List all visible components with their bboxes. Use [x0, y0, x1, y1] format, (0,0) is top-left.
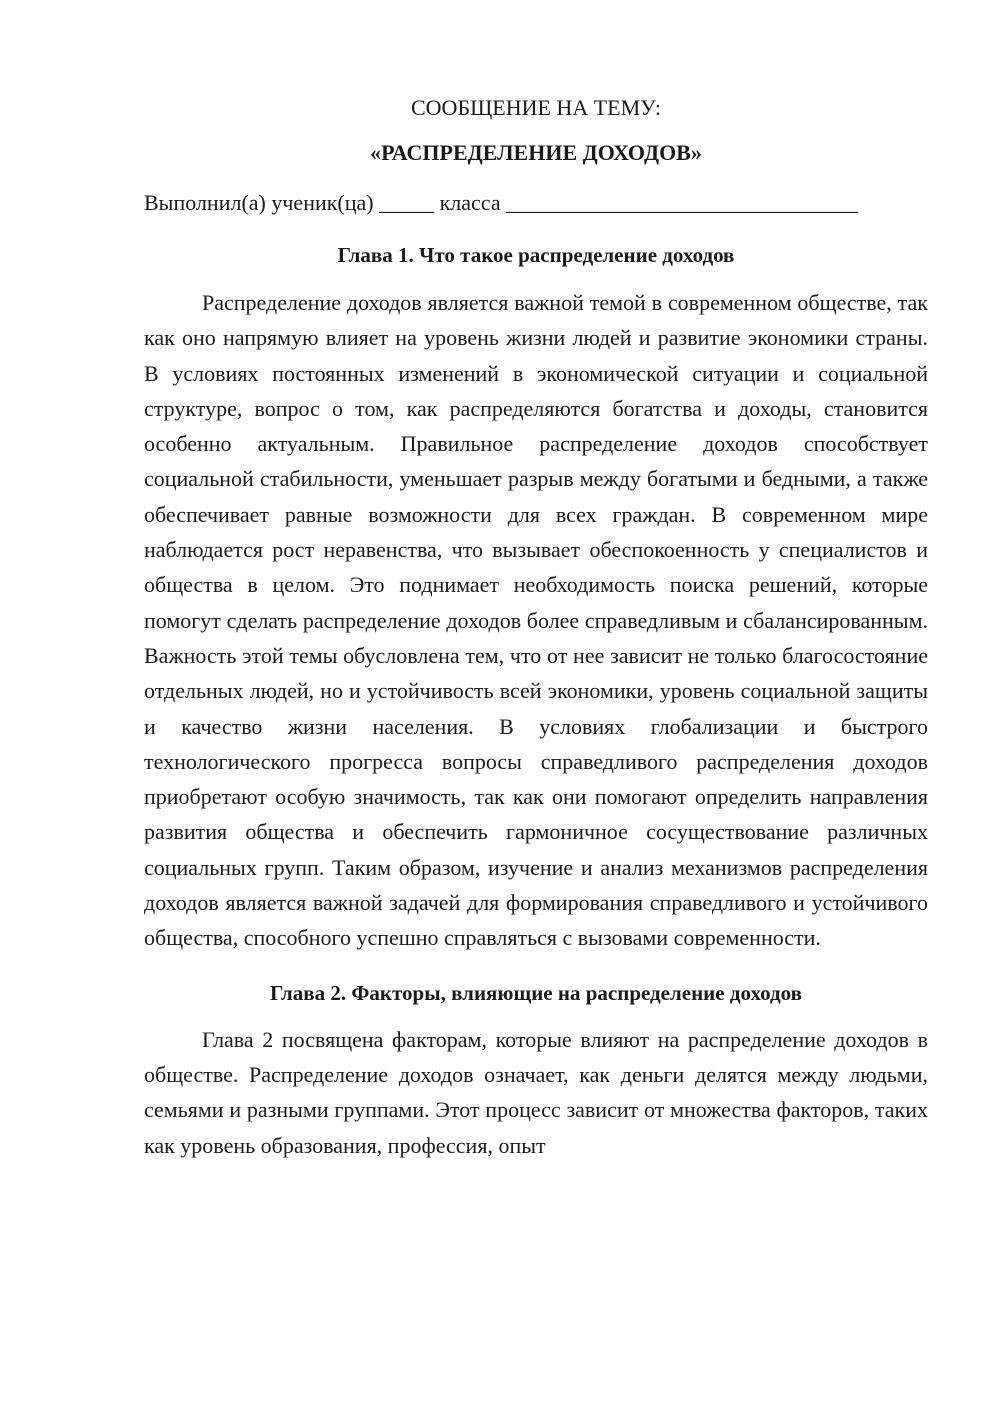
document-page [144, 92, 928, 1163]
chapter-2-paragraph: Глава 2 посвящена факторам, которые влияют на распределение доходов в обществе. Распределение доходов означает, как деньги делятся между людьми, семьями и разными группами. Этот процесс зависит от множества факторов, таких как уровень образования, профессия, опыт [144, 1026, 928, 1158]
document-title: СООБЩЕНИЕ НА ТЕМУ: [411, 95, 661, 120]
chapter-1-paragraph: Распределение доходов является важной темой в современном обществе, так как оно напрямую влияет на уровень жизни людей и развитие экономики страны. В условиях постоянных изменений в экономической ситуации и социальной структуре, вопрос о том, как распределяются богатства и доходы, становится особенно актуальным. Правильное распределение доходов способствует социальной стабильности, уменьшает разрыв между богатыми и бедными, а также обеспечивает равные возможности для всех граждан. В современном мире наблюдается рост неравенства, что вызывает обеспокоенность у специалистов и общества в целом. Это поднимает необходимость поиска решений, которые помогут сделать распределение доходов более справедливым и сбалансированным. Важность этой темы обусловлена тем, что от нее зависит не только благосостояние отдельных людей, но и устойчивость всей экономики, уровень социальной защиты и качество жизни населения. В условиях глобализации и быстрого технологического прогресса вопросы справедливого распределения доходов приобретают особую значимость, так как они помогают определить направления развития общества и обеспечить гармоничное сосуществование различных социальных групп. Таким образом, изучение и анализ механизмов распределения доходов является важной задачей для формирования справедливого и устойчивого общества, способного успешно справляться с вызовами современности. [144, 290, 928, 951]
chapter-1-heading: Глава 1. Что такое распределение доходов [337, 243, 735, 267]
document-subtitle: «РАСПРЕДЕЛЕНИЕ ДОХОДОВ» [370, 140, 702, 165]
chapter-2-heading: Глава 2. Факторы, влияющие на распределение доходов [270, 980, 802, 1005]
author-line: Выполнил(а) ученик(ца) _____ класса ________________________________ [144, 190, 859, 215]
